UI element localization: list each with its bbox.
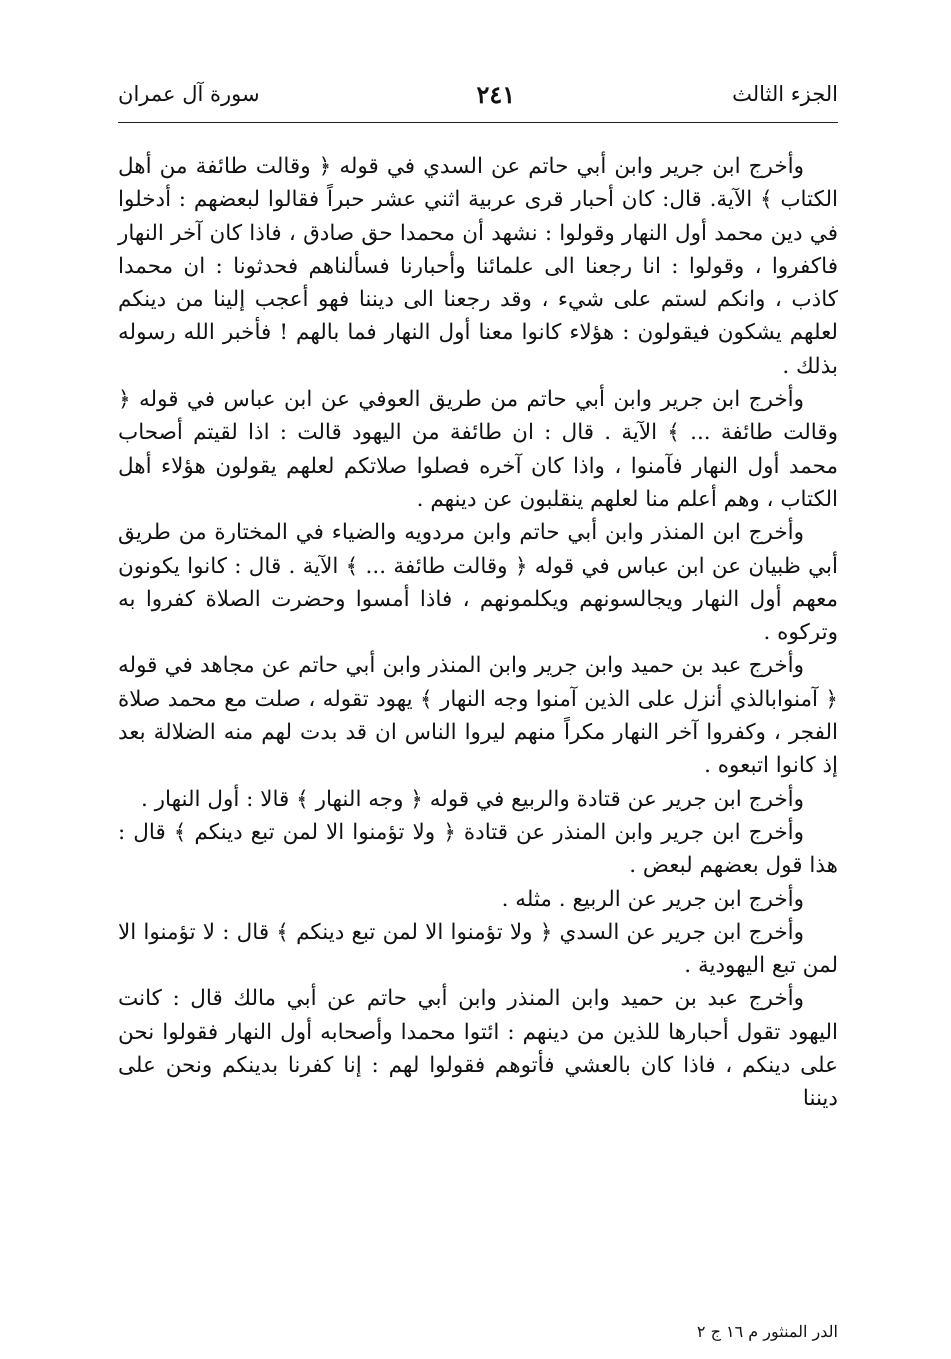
volume-title: الجزء الثالث xyxy=(732,82,838,106)
paragraph: وأخرج عبد بن حميد وابن جرير وابن المنذر وابن أبي حاتم عن مجاهد في قوله ﴿ آمنوابالذي أنزل على الذين آمنوا وجه النهار ﴾ يهود تقوله ، صلت مع محمد صلاة الفجر ، وكفروا آخر النهار مكراً منهم ليروا الناس ان قد بدت لهم منه الضلالة بعد إذ كانوا اتبعوه . xyxy=(118,653,838,779)
paragraph: وأخرج عبد بن حميد وابن المنذر وابن أبي حاتم عن أبي مالك قال : كانت اليهود تقول أحبارها للذين من دينهم : ائتوا محمدا وأصحابه أول النهار فقولوا نحن على دينكم ، فاذا كان بالعشي فأتوهم فقولوا لهم : إنا كفرنا بدينكم ونحن على ديننا xyxy=(118,986,838,1112)
paragraph: وأخرج ابن جرير عن قتادة والربيع في قوله ﴿ وجه النهار ﴾ قالا : أول النهار . xyxy=(140,786,804,812)
paragraph: وأخرج ابن المنذر وابن أبي حاتم وابن مردويه والضياء في المختارة من طريق أبي ظبيان عن ابن عباس في قوله ﴿ وقالت طائفة ... ﴾ الآية . قال : كانوا يكونون معهم أول النهار ويجالسونهم ويكلمونهم ، فاذا أمسوا وحضرت الصلاة كفروا به وتركوه . xyxy=(118,520,838,646)
paragraph: وأخرج ابن جرير وابن المنذر عن قتادة ﴿ ولا تؤمنوا الا لمن تبع دينكم ﴾ قال : هذا قول بعضهم لبعض . xyxy=(118,819,838,879)
header-divider xyxy=(118,122,838,123)
paragraph: وأخرج ابن جرير عن السدي ﴿ ولا تؤمنوا الا لمن تبع دينكم ﴾ قال : لا تؤمنوا الا لمن تبع اليهودية . xyxy=(118,919,838,979)
page-header xyxy=(118,70,838,118)
paragraph: وأخرج ابن جرير وابن أبي حاتم عن السدي في قوله ﴿ وقالت طائفة من أهل الكتاب ﴾ الآية. قال: كان أحبار قرى عربية اثني عشر حبراً فقالوا لبعضهم : أدخلوا في دين محمد أول النهار وقولوا : نشهد أن محمدا حق صادق ، فاذا كان آخر النهار فاكفروا ، وقولوا : انا رجعنا الى علمائنا وأحبارنا فسألناهم فحدثونا : ان محمدا كاذب ، وانكم لستم على شيء ، وقد رجعنا الى ديننا فهو أعجب إلينا من دينكم لعلهم يشكون فيقولون : هؤلاء كانوا معنا أول النهار فما بالهم ! فأخبر الله رسوله بذلك . xyxy=(118,154,838,379)
surah-title: سورة آل عمران xyxy=(118,82,260,106)
paragraph: وأخرج ابن جرير وابن أبي حاتم من طريق العوفي عن ابن عباس في قوله ﴿ وقالت طائفة ... ﴾ الآية . قال : ان طائفة من اليهود قالت : اذا لقيتم أصحاب محمد أول النهار فآمنوا ، واذا كان آخره فصلوا صلاتكم لعلهم يقولون هؤلاء أهل الكتاب ، وهم أعلم منا لعلهم ينقلبون عن دينهم . xyxy=(118,387,838,512)
page-number: ٢٤١ xyxy=(476,79,516,109)
body-text xyxy=(118,150,838,1116)
paragraph: وأخرج ابن جرير عن الربيع . مثله . xyxy=(501,886,804,912)
page-footer-signature: الدر المنثور م ١٦ ج ٢ xyxy=(696,1322,838,1341)
